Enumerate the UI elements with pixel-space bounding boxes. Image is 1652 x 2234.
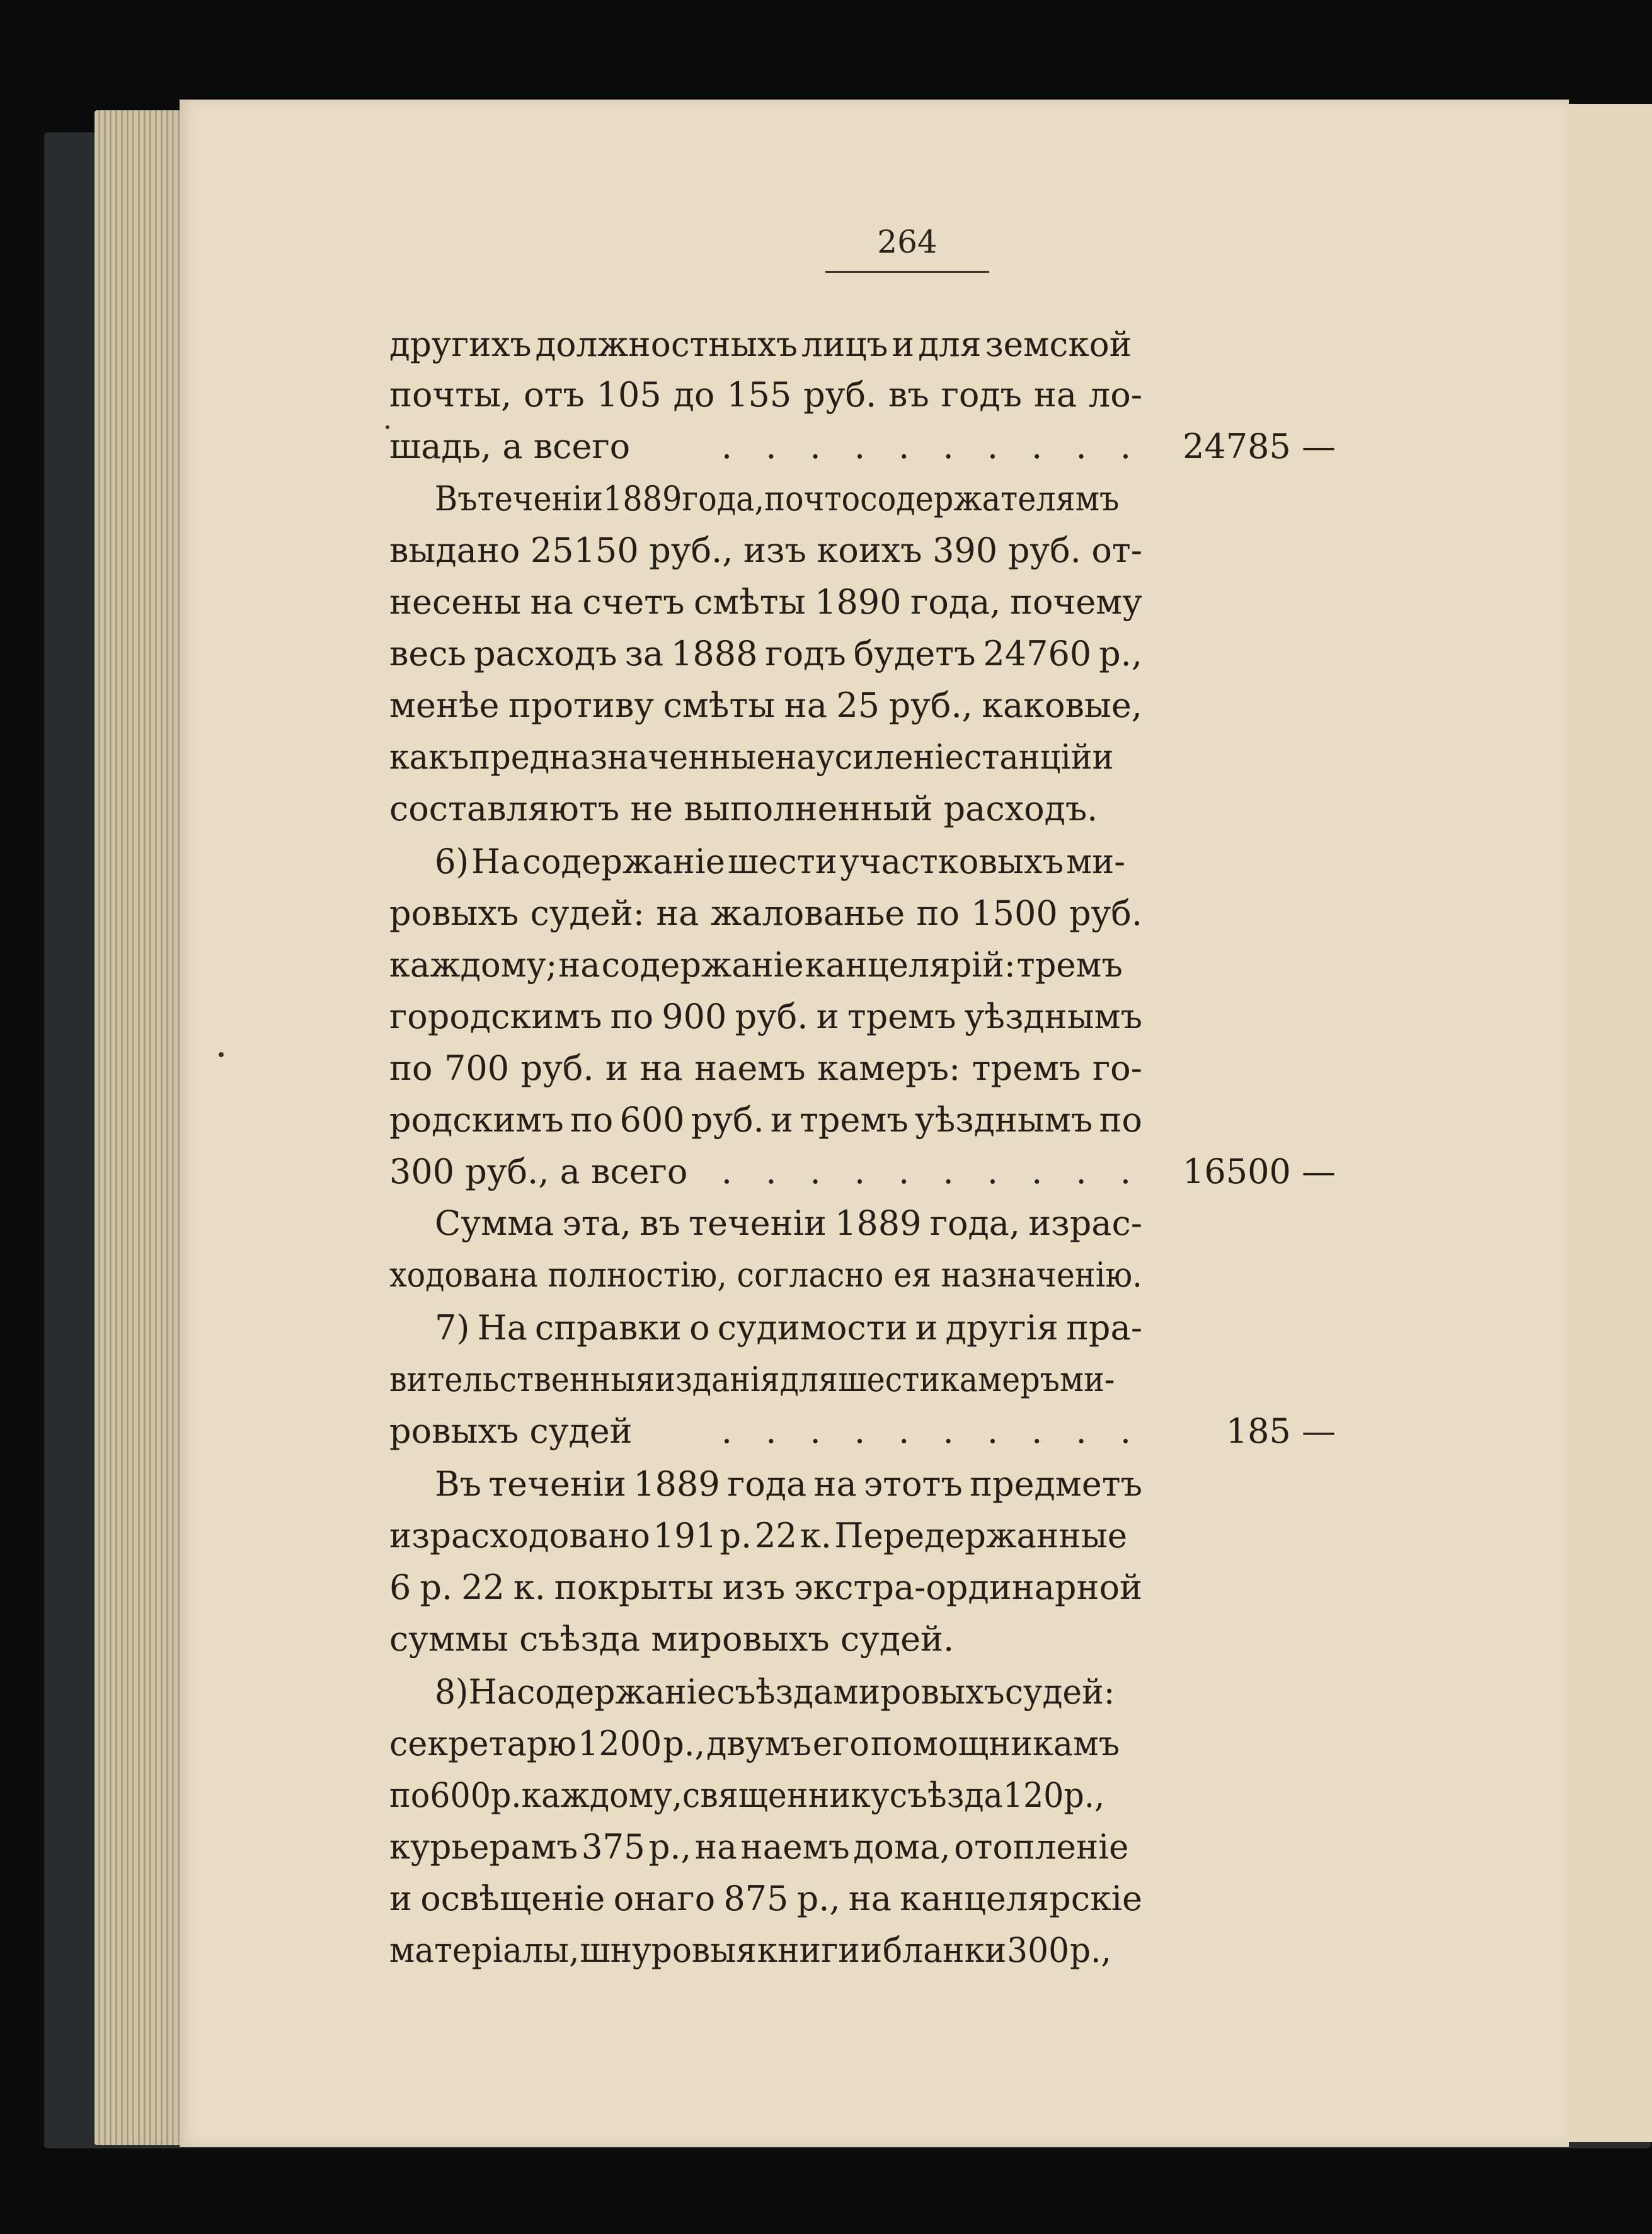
text-line: секретарю 1200 р., двумъ его помощникамъ (389, 1724, 1120, 1763)
text-line: Въ теченіи 1889 года на этотъ предметъ (435, 1464, 1142, 1504)
text-line: по 600 р. каждому, священнику съѣзда 120 р., (389, 1775, 1105, 1815)
entry-label: шадь, а всего (389, 427, 631, 466)
text-line: почты, отъ 105 до 155 руб. въ годъ на ло- (389, 375, 1142, 415)
text-line: и освѣщеніе онаго 875 р., на канцелярскіе (389, 1879, 1142, 1918)
entry-label: 300 руб., а всего (389, 1152, 688, 1191)
text-line: составляютъ не выполненный расходъ. (389, 789, 1098, 828)
text-line: матеріалы, шнуровыя книги и бланки 300 р., (389, 1930, 1111, 1970)
text-line: 7) На справки о судимости и другія пра- (435, 1308, 1142, 1348)
text-line: Въ теченіи 1889 года, почтосодержателямъ (435, 479, 1120, 518)
text-line: менѣе противу смѣты на 25 руб., каковые, (389, 685, 1142, 725)
paper-speck (219, 1052, 224, 1057)
text-line: ровыхъ судей: на жалованье по 1500 руб. (389, 893, 1142, 933)
text-line: какъ предназначенные на усиленіе станцій и (389, 737, 1114, 777)
leader-dots: . . . . . . . . . . (721, 1414, 1142, 1448)
page-number-rule (825, 271, 989, 273)
text-line: каждому; на содержаніе канцелярій: тремъ (389, 945, 1123, 985)
text-line: 8) На содержаніе съѣзда мировыхъ судей: (435, 1672, 1115, 1712)
text-line: 6 р. 22 к. покрыты изъ экстра-ординарной (389, 1567, 1142, 1607)
text-line: суммы съѣзда мировыхъ судей. (389, 1619, 955, 1659)
text-line: выдано 25150 руб., изъ коихъ 390 руб. от- (389, 530, 1142, 570)
leader-dots: . . . . . . . . . . (721, 430, 1142, 464)
text-line: израсходовано 191 р. 22 к. Передержанные (389, 1516, 1128, 1555)
facing-page (1556, 104, 1652, 2142)
text-line: по 700 руб. и на наемъ камеръ: тремъ го- (389, 1048, 1142, 1088)
text-line: весь расходъ за 1888 годъ будетъ 24760 р., (389, 634, 1142, 673)
text-line: вительственныя изданія для шести камеръ ми- (389, 1360, 1115, 1399)
text-line: 6) На содержаніе шести участковыхъ ми- (435, 842, 1126, 881)
amount-3: 185 — (1225, 1411, 1336, 1451)
text-line: родскимъ по 600 руб. и тремъ уѣзднымъ по (389, 1100, 1142, 1140)
entry-line-1 (389, 427, 1142, 466)
amount-1: 24785 — (1183, 427, 1336, 466)
leader-dots: . . . . . . . . . . (721, 1155, 1142, 1189)
entry-line-3 (389, 1411, 1142, 1451)
text-line: другихъ должностныхъ лицъ и для земской (389, 324, 1132, 364)
text-line: городскимъ по 900 руб. и тремъ уѣзднымъ (389, 997, 1142, 1036)
text-line: несены на счетъ смѣты 1890 года, почему (389, 582, 1142, 622)
text-line: Сумма эта, въ теченіи 1889 года, израс- (435, 1203, 1142, 1243)
text-line: ходована полностію, согласно ея назначенію. (389, 1255, 1142, 1295)
page-number: 264 (877, 224, 938, 260)
text-line: курьерамъ 375 р., на наемъ дома, отопленіе (389, 1827, 1129, 1867)
paper-speck (386, 425, 389, 429)
entry-label: ровыхъ судей (389, 1411, 633, 1451)
entry-line-2 (389, 1152, 1142, 1191)
amount-2: 16500 — (1183, 1152, 1336, 1191)
